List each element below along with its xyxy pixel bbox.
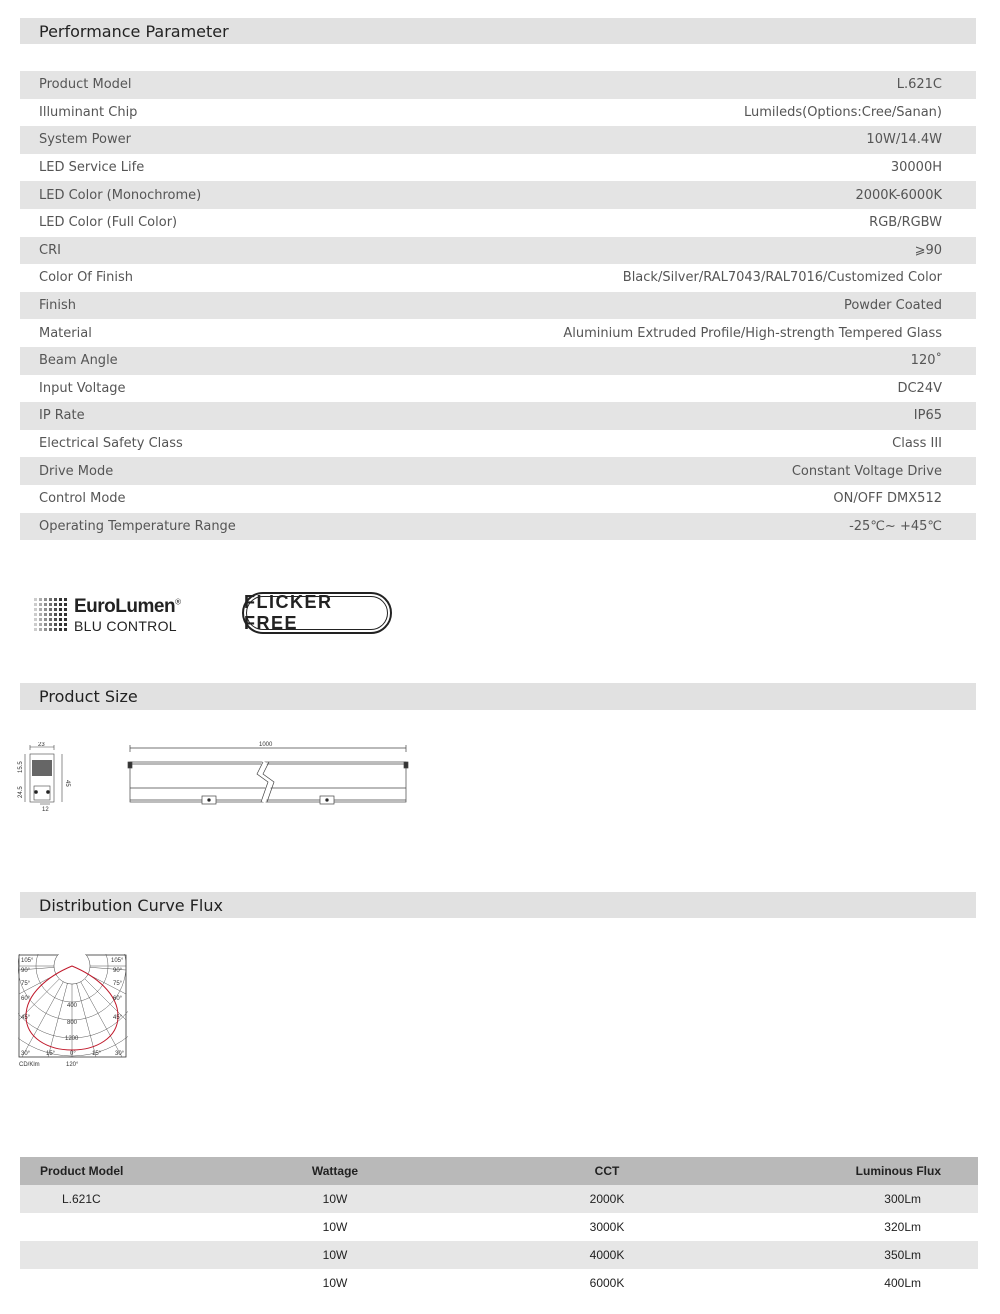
polar-angle-left-0: 105° bbox=[21, 958, 34, 964]
polar-unit: CD/Klm bbox=[19, 1062, 40, 1068]
polar-ring-400: 400 bbox=[67, 1003, 78, 1009]
polar-angle-left-2: 75° bbox=[21, 981, 31, 987]
spec-row bbox=[20, 292, 976, 320]
spec-label: LED Service Life bbox=[39, 160, 145, 176]
spec-row bbox=[20, 71, 976, 99]
flux-cell-wattage: 10W bbox=[322, 1276, 348, 1290]
spec-value: ⩾90 bbox=[914, 242, 942, 258]
flicker-free-label: FLICKER FREE bbox=[244, 592, 333, 633]
spec-table bbox=[20, 71, 976, 540]
flux-cell-flux: 350Lm bbox=[884, 1248, 921, 1262]
distribution-curve-header bbox=[20, 892, 976, 918]
luminous-flux-table bbox=[20, 1157, 978, 1297]
dim-base: 12 bbox=[42, 807, 49, 813]
polar-angle-left-1: 90° bbox=[21, 968, 31, 974]
table-row bbox=[20, 1241, 978, 1269]
flux-table-header bbox=[20, 1157, 978, 1185]
spec-row bbox=[20, 430, 976, 458]
spec-value: -25℃~ +45℃ bbox=[849, 518, 942, 534]
polar-angle-right-2: 75° bbox=[113, 981, 123, 987]
spec-value: ON/OFF DMX512 bbox=[833, 491, 942, 507]
spec-label: IP Rate bbox=[39, 408, 85, 424]
polar-ring-800: 800 bbox=[67, 1020, 78, 1026]
dim-height: 45 bbox=[64, 780, 70, 787]
polar-angle-right-3: 60° bbox=[113, 996, 123, 1002]
flicker-free-badge bbox=[242, 592, 392, 634]
product-size-title: Product Size bbox=[39, 687, 138, 706]
polar-ring-1200: 1200 bbox=[65, 1036, 79, 1042]
spec-label: Drive Mode bbox=[39, 463, 114, 479]
spec-label: Beam Angle bbox=[39, 353, 118, 369]
polar-angle-right-4: 45° bbox=[113, 1015, 123, 1021]
spec-label: Product Model bbox=[39, 77, 132, 93]
flux-cell-wattage: 10W bbox=[322, 1220, 348, 1234]
spec-value: DC24V bbox=[897, 380, 942, 396]
table-row bbox=[20, 1269, 978, 1297]
spec-value: 10W/14.4W bbox=[866, 132, 942, 148]
polar-bottom-angle-1: 15° bbox=[46, 1051, 56, 1057]
polar-angle-left-3: 60° bbox=[21, 996, 31, 1002]
eurolumen-grid-icon bbox=[34, 598, 68, 632]
performance-parameter-header bbox=[20, 18, 976, 44]
spec-value: 120˚ bbox=[910, 353, 942, 369]
flux-header-cct: CCT bbox=[594, 1164, 620, 1178]
spec-label: LED Color (Monochrome) bbox=[39, 187, 202, 203]
spec-row bbox=[20, 347, 976, 375]
polar-bottom-angle-4: 30° bbox=[115, 1051, 125, 1057]
side-view-drawing bbox=[124, 740, 414, 810]
flux-cell-wattage: 10W bbox=[322, 1248, 348, 1262]
product-size-header bbox=[20, 683, 976, 710]
flux-table-body bbox=[20, 1185, 978, 1297]
spec-value: Black/Silver/RAL7043/RAL7016/Customized Color bbox=[622, 270, 942, 286]
spec-value: Aluminium Extruded Profile/High-strength Tempered Glass bbox=[563, 325, 942, 341]
polar-bottom-angle-2: 0° bbox=[70, 1051, 76, 1057]
dim-width: 23 bbox=[38, 742, 45, 748]
spec-label: Operating Temperature Range bbox=[39, 518, 236, 534]
flux-header-model: Product Model bbox=[40, 1164, 124, 1178]
polar-angle-right-1: 90° bbox=[113, 968, 123, 974]
spec-label: System Power bbox=[39, 132, 131, 148]
flux-cell-cct: 6000K bbox=[589, 1276, 625, 1290]
flux-cell-cct: 2000K bbox=[589, 1192, 625, 1206]
flux-header-wattage: Wattage bbox=[311, 1164, 359, 1178]
flux-cell-cct: 3000K bbox=[589, 1220, 625, 1234]
dim-middle: 24.5 bbox=[18, 786, 24, 798]
spec-row bbox=[20, 513, 976, 541]
flux-cell-cct: 4000K bbox=[589, 1248, 625, 1262]
distribution-curve-title: Distribution Curve Flux bbox=[39, 895, 223, 915]
polar-angle-left-4: 45° bbox=[21, 1015, 31, 1021]
spec-label: Material bbox=[39, 325, 92, 341]
flux-cell-flux: 300Lm bbox=[884, 1192, 921, 1206]
spec-label: Finish bbox=[39, 298, 77, 314]
spec-row bbox=[20, 237, 976, 265]
spec-value: Lumileds(Options:Cree/Sanan) bbox=[743, 104, 942, 120]
spec-label: Illuminant Chip bbox=[39, 104, 138, 120]
dim-top: 15.5 bbox=[18, 761, 24, 773]
spec-row bbox=[20, 154, 976, 182]
spec-value: Constant Voltage Drive bbox=[791, 463, 942, 479]
table-row bbox=[20, 1185, 978, 1213]
spec-row bbox=[20, 375, 976, 403]
spec-row bbox=[20, 457, 976, 485]
spec-row bbox=[20, 126, 976, 154]
dim-length: 1000 bbox=[259, 742, 273, 748]
table-row bbox=[20, 1213, 978, 1241]
spec-label: Input Voltage bbox=[39, 380, 126, 396]
spec-row bbox=[20, 264, 976, 292]
performance-parameter-title: Performance Parameter bbox=[39, 21, 229, 41]
polar-bottom-angle-0: 30° bbox=[21, 1051, 31, 1057]
spec-value: 2000K-6000K bbox=[855, 187, 942, 203]
polar-bottom-angle-3: 15° bbox=[92, 1051, 102, 1057]
polar-angle-right-0: 105° bbox=[111, 958, 124, 964]
spec-value: L.621C bbox=[896, 77, 942, 93]
spec-row bbox=[20, 319, 976, 347]
spec-label: Color Of Finish bbox=[39, 270, 134, 286]
flux-cell-flux: 320Lm bbox=[884, 1220, 921, 1234]
spec-value: Class III bbox=[892, 436, 942, 452]
flux-cell-wattage: 10W bbox=[322, 1192, 348, 1206]
spec-value: RGB/RGBW bbox=[869, 215, 942, 231]
spec-label: CRI bbox=[39, 242, 61, 258]
cross-section-drawing bbox=[16, 742, 76, 814]
spec-value: Powder Coated bbox=[843, 298, 942, 314]
eurolumen-subtitle: BLU CONTROL bbox=[74, 618, 177, 634]
flux-cell-model: L.621C bbox=[62, 1192, 101, 1206]
polar-beam-angle: 120° bbox=[66, 1062, 79, 1068]
certification-logos bbox=[0, 586, 1000, 646]
spec-row bbox=[20, 181, 976, 209]
spec-label: Electrical Safety Class bbox=[39, 436, 183, 452]
flux-cell-flux: 400Lm bbox=[884, 1276, 921, 1290]
flux-header-flux: Luminous Flux bbox=[855, 1164, 941, 1178]
spec-value: IP65 bbox=[913, 408, 942, 424]
polar-distribution-diagram bbox=[18, 954, 128, 1070]
eurolumen-brand-name: EuroLumen® bbox=[74, 596, 181, 617]
spec-row bbox=[20, 402, 976, 430]
spec-value: 30000H bbox=[890, 160, 942, 176]
spec-label: Control Mode bbox=[39, 491, 126, 507]
spec-row bbox=[20, 485, 976, 513]
spec-label: LED Color (Full Color) bbox=[39, 215, 178, 231]
spec-row bbox=[20, 99, 976, 127]
spec-row bbox=[20, 209, 976, 237]
